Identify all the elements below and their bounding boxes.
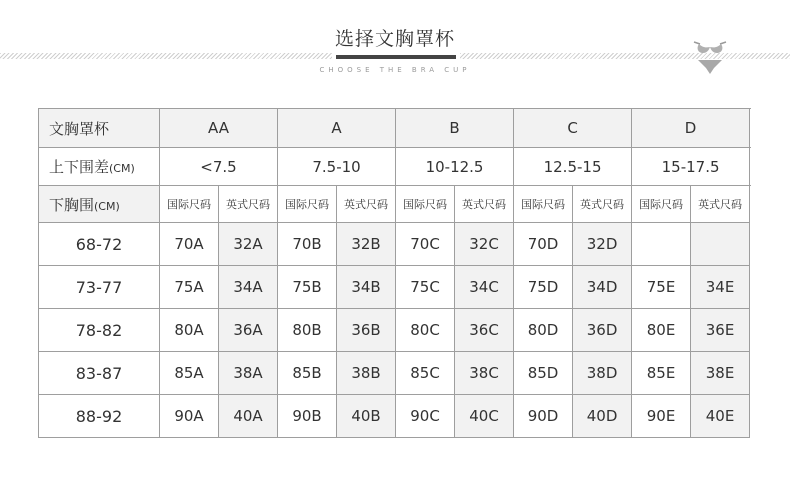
intl-size-cell: 85D [514,352,573,395]
title-underline [336,55,456,59]
page-header [0,0,790,90]
underbust-cell: 88-92 [39,395,160,438]
intl-size-cell: 85A [160,352,219,395]
intl-size-cell: 70D [514,223,573,266]
uk-size-cell: 32C [455,223,514,266]
cup-cell: B [396,109,514,148]
intl-size-cell: 85E [632,352,691,395]
uk-size-cell: 36B [337,309,396,352]
uk-size-cell: 40A [219,395,278,438]
underbust-cell: 78-82 [39,309,160,352]
header-divider-right [460,53,790,59]
uk-size-cell: 36A [219,309,278,352]
underbust-cell: 68-72 [39,223,160,266]
uk-size-label: 英式尺码 [337,186,396,223]
difference-row-label [39,148,160,186]
uk-size-label: 英式尺码 [691,186,750,223]
uk-size-cell: 40C [455,395,514,438]
cup-cell: A [278,109,396,148]
intl-size-cell: 90A [160,395,219,438]
underbust-row-label [39,186,160,223]
intl-size-cell: 80A [160,309,219,352]
uk-size-cell: 34C [455,266,514,309]
table-row [39,395,750,438]
intl-size-cell: 70C [396,223,455,266]
page-subtitle: CHOOSE THE BRA CUP [319,66,471,74]
intl-size-cell: 80C [396,309,455,352]
uk-size-cell: 32D [573,223,632,266]
intl-size-cell: 70B [278,223,337,266]
difference-cell: 12.5-15 [514,148,632,186]
difference-row [39,148,750,186]
intl-size-label: 国际尺码 [632,186,691,223]
bra-icon [692,38,728,78]
intl-size-cell: 75A [160,266,219,309]
intl-size-cell: 75E [632,266,691,309]
header-divider-left [0,53,332,59]
uk-size-cell: 40B [337,395,396,438]
uk-size-cell: 38D [573,352,632,395]
cup-cell: C [514,109,632,148]
intl-size-cell: 90B [278,395,337,438]
intl-size-cell: 90E [632,395,691,438]
intl-size-label: 国际尺码 [514,186,573,223]
intl-size-cell: 75B [278,266,337,309]
difference-cell: 10-12.5 [396,148,514,186]
intl-size-cell: 90C [396,395,455,438]
uk-size-label: 英式尺码 [219,186,278,223]
intl-size-cell: 80B [278,309,337,352]
intl-size-label: 国际尺码 [396,186,455,223]
uk-size-cell: 38B [337,352,396,395]
uk-size-cell [691,223,750,266]
cup-cell: D [632,109,750,148]
uk-size-cell: 34B [337,266,396,309]
difference-label-unit: (CM) [109,162,135,175]
intl-size-cell: 80D [514,309,573,352]
underbust-cell: 73-77 [39,266,160,309]
intl-size-cell: 85C [396,352,455,395]
intl-size-cell: 90D [514,395,573,438]
cup-row-label: 文胸罩杯 [39,109,160,148]
difference-cell: <7.5 [160,148,278,186]
table-row [39,223,750,266]
cup-cell: AA [160,109,278,148]
uk-size-cell: 36C [455,309,514,352]
uk-size-cell: 36E [691,309,750,352]
uk-size-label: 英式尺码 [573,186,632,223]
uk-size-cell: 34A [219,266,278,309]
table-row [39,352,750,395]
underbust-label-text: 下胸围 [49,195,95,214]
uk-size-cell: 38E [691,352,750,395]
size-system-row [39,186,750,223]
uk-size-cell: 34D [573,266,632,309]
difference-cell: 7.5-10 [278,148,396,186]
size-table [38,108,750,438]
uk-size-cell: 38A [219,352,278,395]
table-row [39,309,750,352]
intl-size-cell: 80E [632,309,691,352]
difference-cell: 15-17.5 [632,148,750,186]
intl-size-cell: 85B [278,352,337,395]
intl-size-label: 国际尺码 [160,186,219,223]
difference-label-text: 上下围差 [49,158,110,176]
uk-size-cell: 40D [573,395,632,438]
underbust-label-unit: (CM) [94,199,120,213]
uk-size-cell: 38C [455,352,514,395]
intl-size-cell: 70A [160,223,219,266]
uk-size-cell: 36D [573,309,632,352]
uk-size-label: 英式尺码 [455,186,514,223]
intl-size-label: 国际尺码 [278,186,337,223]
page-title: 选择文胸罩杯 [334,28,455,50]
intl-size-cell: 75D [514,266,573,309]
intl-size-cell: 75C [396,266,455,309]
uk-size-cell: 34E [691,266,750,309]
uk-size-cell: 40E [691,395,750,438]
cup-row [39,109,750,148]
underbust-cell: 83-87 [39,352,160,395]
table-row [39,266,750,309]
intl-size-cell [632,223,691,266]
uk-size-cell: 32A [219,223,278,266]
uk-size-cell: 32B [337,223,396,266]
